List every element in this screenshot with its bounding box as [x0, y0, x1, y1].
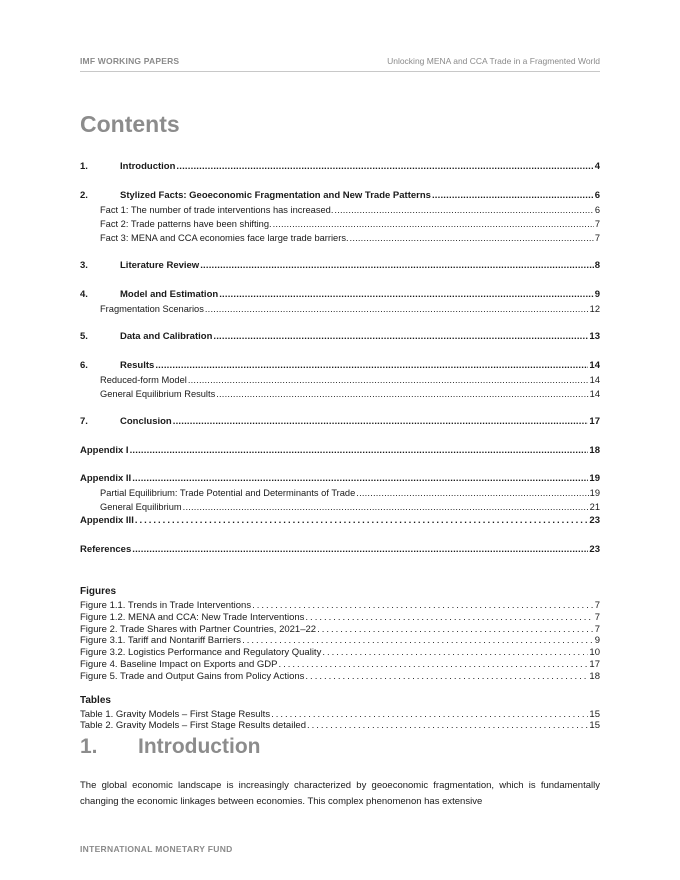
- figure-label: Figure 1.1. Trends in Trade Interventions: [80, 600, 252, 611]
- leader-dots: [130, 444, 589, 458]
- table-label: Table 1. Gravity Models – First Stage Results: [80, 708, 271, 720]
- figure-page: 18: [589, 670, 600, 682]
- figures-heading: Figures: [80, 586, 117, 597]
- toc-subentry[interactable]: [80, 486, 600, 500]
- figure-entry[interactable]: [80, 671, 600, 683]
- toc-label: Fact 3: MENA and CCA economies face large trade barriers.: [100, 232, 349, 243]
- figure-label: Figure 3.2. Logistics Performance and Regulatory Quality: [80, 647, 322, 659]
- toc-appendix-3[interactable]: [80, 514, 600, 528]
- figure-label: Figure 4. Baseline Impact on Exports and GDP: [80, 658, 278, 670]
- toc-page: 23: [589, 543, 600, 555]
- toc-page: 21: [589, 502, 600, 512]
- toc-label: Appendix I: [80, 444, 129, 456]
- table-entry[interactable]: [80, 709, 600, 721]
- leader-dots: [200, 259, 594, 273]
- table-page: 15: [589, 720, 600, 732]
- leader-dots: [183, 500, 589, 514]
- toc-page: 7: [594, 218, 600, 229]
- toc-number: 4.: [80, 288, 88, 300]
- toc-label: References: [80, 543, 132, 555]
- toc-page: 18: [589, 444, 600, 456]
- toc-page: 14: [589, 359, 600, 371]
- toc-entry[interactable]: [80, 330, 600, 344]
- leader-dots: [205, 302, 589, 316]
- toc-subentry[interactable]: [80, 500, 600, 514]
- toc-number: 5.: [80, 331, 88, 342]
- toc-label: Model and Estimation: [120, 288, 219, 300]
- leader-dots: [219, 288, 594, 302]
- running-header-left: IMF WORKING PAPERS: [80, 56, 180, 66]
- leader-dots: [305, 671, 588, 683]
- leader-dots: [305, 612, 593, 624]
- toc-entry[interactable]: [80, 189, 600, 203]
- toc-label: Fragmentation Scenarios: [100, 303, 204, 314]
- figure-entry[interactable]: [80, 600, 600, 612]
- toc-label: Introduction: [120, 161, 176, 172]
- toc-label: Conclusion: [120, 416, 172, 427]
- figure-entry[interactable]: [80, 635, 600, 647]
- toc-subentry[interactable]: [80, 302, 600, 316]
- toc-page: 17: [589, 416, 600, 427]
- table-page: 15: [589, 708, 600, 720]
- leader-dots: [307, 720, 588, 732]
- figure-page: 7: [594, 623, 600, 635]
- list-of-figures-and-tables: [80, 584, 600, 732]
- toc-label: Appendix III: [80, 515, 134, 526]
- running-footer: INTERNATIONAL MONETARY FUND: [80, 844, 233, 854]
- figure-label: Figure 1.2. MENA and CCA: New Trade Interventions: [80, 611, 305, 623]
- toc-label: Partial Equilibrium: Trade Potential and Determinants of Trade: [100, 488, 356, 498]
- toc-label: Literature Review: [120, 260, 200, 271]
- toc-entry[interactable]: [80, 415, 600, 429]
- toc-entry[interactable]: [80, 359, 600, 373]
- leader-dots: [155, 359, 588, 373]
- toc-references[interactable]: [80, 543, 600, 557]
- toc-label: General Equilibrium: [100, 502, 182, 512]
- figure-entry[interactable]: [80, 647, 600, 659]
- toc-number: 6.: [80, 359, 88, 371]
- leader-dots: [173, 415, 589, 429]
- toc-page: 12: [589, 303, 600, 314]
- leader-dots: [132, 472, 588, 486]
- toc-page: 14: [589, 388, 600, 399]
- toc-page: 9: [594, 288, 600, 300]
- toc-label: Reduced-form Model: [100, 374, 187, 385]
- leader-dots: [188, 373, 589, 387]
- toc-page: 23: [589, 515, 600, 526]
- figure-entry[interactable]: [80, 612, 600, 624]
- leader-dots: [176, 160, 593, 174]
- leader-dots: [132, 543, 588, 557]
- leader-dots: [242, 635, 594, 647]
- toc-page: 4: [594, 161, 600, 172]
- section-number: 1.: [80, 735, 98, 758]
- toc-label: Results: [120, 359, 155, 371]
- table-of-contents: [80, 160, 600, 557]
- section-heading-introduction: [80, 735, 260, 759]
- toc-page: 8: [594, 260, 600, 271]
- toc-page: 13: [589, 331, 600, 342]
- toc-subentry[interactable]: [80, 217, 600, 231]
- figure-page: 9: [594, 635, 600, 647]
- toc-entry[interactable]: [80, 288, 600, 302]
- table-entry[interactable]: [80, 720, 600, 732]
- leader-dots: [322, 647, 588, 659]
- toc-label: Stylized Facts: Geoeconomic Fragmentation and New Trade Patterns: [120, 189, 431, 201]
- leader-dots: [334, 203, 593, 217]
- figure-entry[interactable]: [80, 624, 600, 636]
- toc-page: 7: [594, 232, 600, 243]
- toc-label: Fact 2: Trade patterns have been shifting.: [100, 218, 272, 229]
- figure-label: Figure 5. Trade and Output Gains from Policy Actions: [80, 670, 305, 682]
- figure-label: Figure 2. Trade Shares with Partner Countries, 2021–22: [80, 623, 317, 635]
- toc-number: 2.: [80, 189, 88, 201]
- toc-number: 3.: [80, 260, 88, 271]
- figure-label: Figure 3.1. Tariff and Nontariff Barriers: [80, 635, 242, 647]
- leader-dots: [273, 217, 594, 231]
- figure-page: 7: [594, 600, 600, 611]
- contents-title: Contents: [80, 111, 180, 137]
- toc-subentry[interactable]: [80, 373, 600, 387]
- running-header-right: Unlocking MENA and CCA Trade in a Fragmented World: [387, 56, 600, 66]
- toc-page: 6: [594, 189, 600, 201]
- toc-number: 7.: [80, 416, 88, 427]
- leader-dots: [216, 387, 588, 401]
- leader-dots: [432, 189, 594, 203]
- table-label: Table 2. Gravity Models – First Stage Results detailed: [80, 720, 306, 732]
- toc-page: 19: [589, 488, 600, 498]
- toc-appendix-2[interactable]: [80, 472, 600, 486]
- toc-subentry[interactable]: [80, 231, 600, 245]
- leader-dots: [350, 231, 594, 245]
- figure-page: 10: [589, 647, 600, 659]
- leader-dots: [213, 330, 588, 344]
- toc-page: 14: [589, 374, 600, 385]
- figure-page: 17: [589, 658, 600, 670]
- leader-dots: [135, 514, 589, 528]
- toc-label: General Equilibrium Results: [100, 388, 216, 399]
- intro-paragraph: The global economic landscape is increasingly characterized by geoeconomic fragmentation, which is fundamentally changing the economic linkages between economies. This complex phenomenon has extensive: [80, 780, 600, 807]
- figure-page: 7: [594, 611, 600, 623]
- toc-label: Fact 1: The number of trade interventions has increased.: [100, 204, 334, 215]
- leader-dots: [252, 600, 594, 612]
- leader-dots: [271, 709, 588, 721]
- toc-number: 1.: [80, 161, 88, 172]
- section-title: Introduction: [138, 735, 261, 758]
- figure-entry[interactable]: [80, 659, 600, 671]
- toc-label: Appendix II: [80, 473, 132, 484]
- leader-dots: [317, 624, 594, 636]
- leader-dots: [279, 659, 589, 671]
- toc-label: Data and Calibration: [120, 331, 213, 342]
- header-divider: [80, 71, 600, 72]
- toc-page: 6: [594, 204, 600, 215]
- toc-page: 19: [589, 473, 600, 484]
- toc-subentry[interactable]: [80, 387, 600, 401]
- toc-entry[interactable]: [80, 160, 600, 174]
- tables-heading: Tables: [80, 694, 111, 706]
- toc-subentry[interactable]: [80, 203, 600, 217]
- toc-entry[interactable]: [80, 259, 600, 273]
- toc-appendix-1[interactable]: [80, 444, 600, 458]
- leader-dots: [356, 486, 588, 500]
